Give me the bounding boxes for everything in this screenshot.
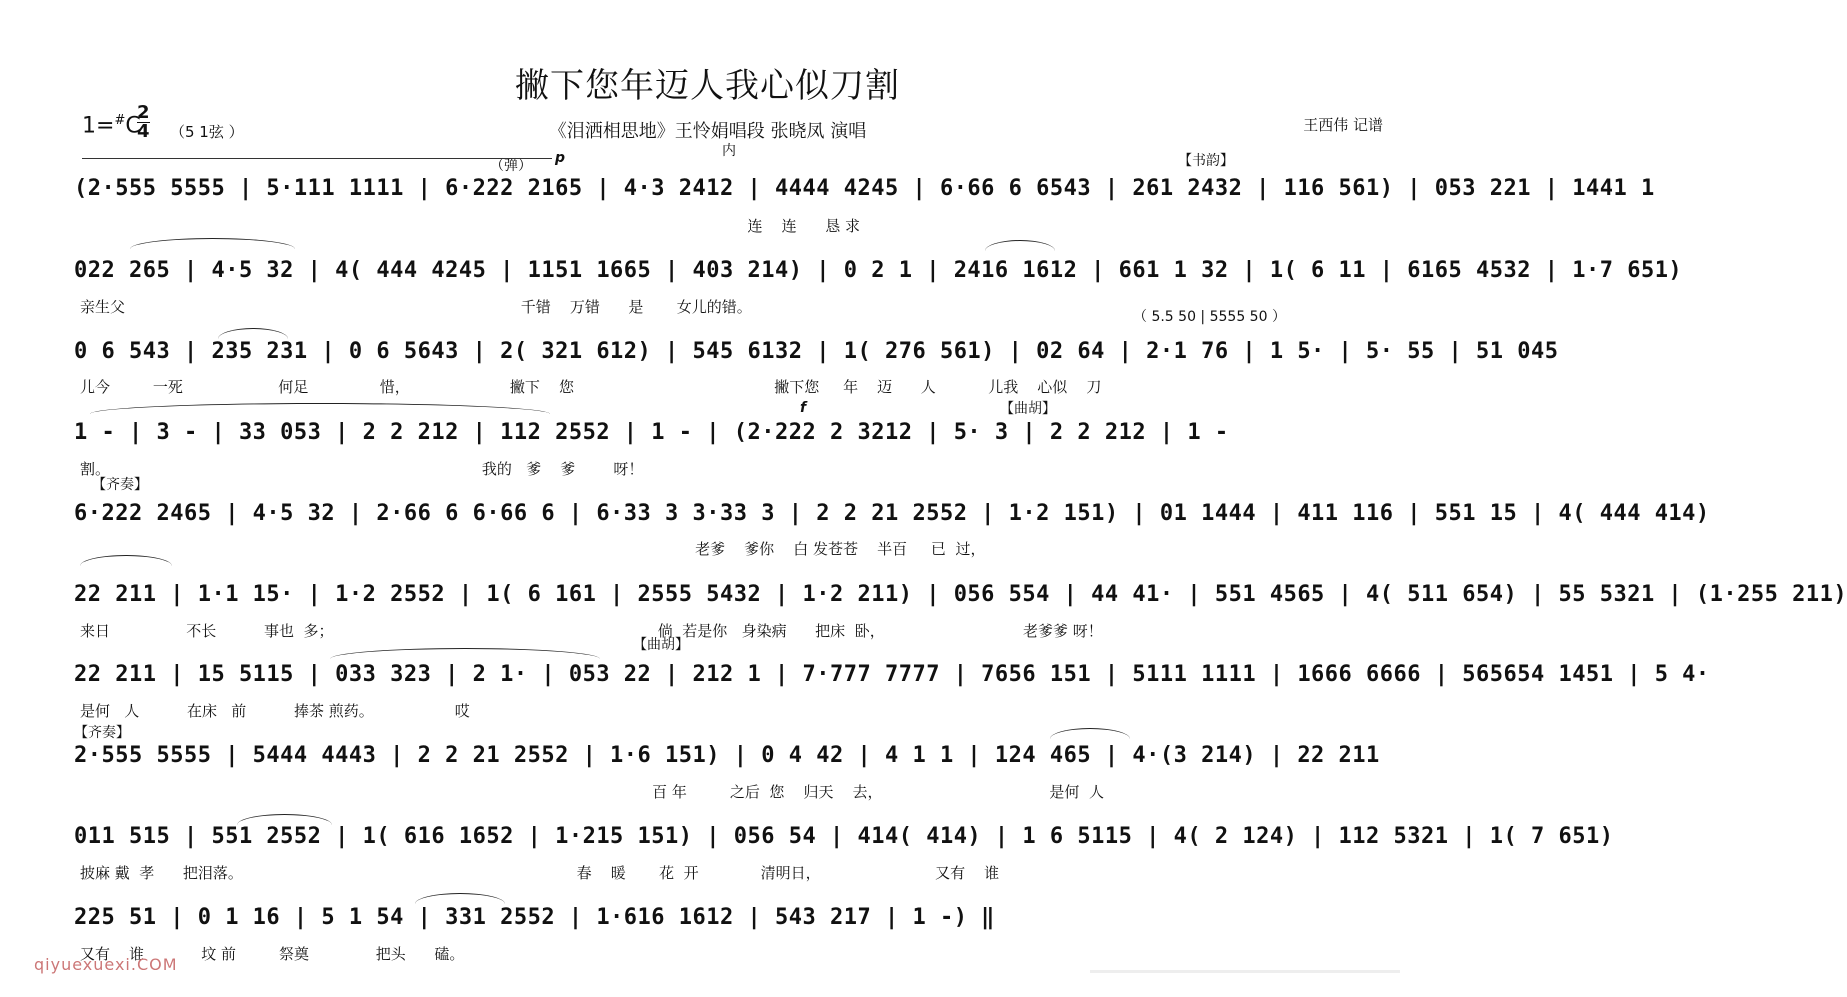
lyrics-line-3: 儿今 一死 何足 惜， 撇下 您 撇下您 年 迈 人 儿我 心似 刀 <box>80 378 1102 396</box>
notes-line-8: 2·555 5555 | 5444 4443 | 2 2 21 2552 | 1·6 151) | 0 4 42 | 4 1 1 | 124 465 | 4·(3 214) | 22 211 <box>74 743 1380 768</box>
key-signature <box>82 113 141 138</box>
notes-line-6: 22 211 | 1·1 15· | 1·2 2552 | 1( 6 161 | 2555 5432 | 1·2 211) | 056 554 | 44 41· | 551 4565 | 4( 511 654) | 55 5321 | (1·255 211) <box>74 582 1847 607</box>
notes-line-4: 1 - | 3 - | 33 053 | 2 2 212 | 112 2552 | 1 - | (2·222 2 3212 | 5· 3 | 2 2 212 | 1 - <box>74 420 1229 445</box>
notes-line-5: 6·222 2465 | 4·5 32 | 2·66 6 6·66 6 | 6·33 3 3·33 3 | 2 2 21 2552 | 1·2 151) | 01 1444 | 411 116 | 551 15 | 4( 444 414) <box>74 501 1710 526</box>
notes-line-1: (2·555 5555 | 5·111 1111 | 6·222 2165 | 4·3 2412 | 4444 4245 | 6·66 6 6543 | 261 2432 | 116 561) | 053 221 | 1441 1 <box>74 176 1655 201</box>
notes-line-9: 011 515 | 551 2552 | 1( 616 1652 | 1·215 151) | 056 54 | 414( 414) | 1 6 5115 | 4( 2 124) | 112 5321 | 1( 7 651) <box>74 824 1614 849</box>
lyrics-line-10: 又有 谁 坟 前 祭奠 把头 磕。 <box>80 945 465 963</box>
time-signature <box>137 104 150 141</box>
lyrics-line-5: 老爹 爹你 白 发苍苍 半百 已 过， <box>80 540 986 558</box>
slur-arc <box>415 893 505 904</box>
slur-arc <box>218 328 288 339</box>
bottom-rule <box>1090 970 1400 973</box>
annotation-qupo1: 【曲胡】 <box>1000 401 1056 417</box>
string-tuning: （5 1弦 ） <box>170 123 244 141</box>
lyrics-line-6: 来日 不长 事也 多； 倘 若是你 身染病 把床 卧， 老爹爹 呀！ <box>80 622 1103 640</box>
lyrics-line-2: 亲生父 千错 万错 是 女儿的错。 <box>80 298 752 316</box>
page-subtitle: 《泪洒相思地》王怜娟唱段 张晓凤 演唱 <box>548 121 867 142</box>
slur-arc <box>330 648 600 659</box>
annotation-shuyun: 【书韵】 <box>1178 153 1234 169</box>
annotation-f1: f <box>800 400 807 416</box>
annotation-qupo2: 【曲胡】 <box>633 637 689 653</box>
notes-line-3: 0 6 543 | 235 231 | 0 6 5643 | 2( 321 612) | 545 6132 | 1( 276 561) | 02 64 | 2·1 76 | 1 5· | 5· 55 | 51 045 <box>74 339 1559 364</box>
slur-arc <box>1050 728 1130 739</box>
annotation-tan: （弹） <box>490 158 532 174</box>
notes-line-7: 22 211 | 15 5115 | 033 323 | 2 1· | 053 22 | 212 1 | 7·777 7777 | 7656 151 | 5111 1111 | 1666 6666 | 565654 1451 | 5 4· <box>74 662 1710 687</box>
annotation-qizou2: 【齐奏】 <box>74 725 130 741</box>
page-title: 撇下您年迈人我心似刀割 <box>515 66 900 106</box>
slur-arc <box>985 240 1055 251</box>
slur-arc <box>237 814 332 825</box>
annotation-inset: （ 5.5 50 | 5555 50 ） <box>1133 309 1286 325</box>
lyrics-line-1: 连 连 恳 求 <box>80 217 860 235</box>
lyrics-line-4: 割。 我的 爹 爹 呀！ <box>80 460 644 478</box>
tie-line <box>82 158 552 159</box>
key-sharp: # <box>114 113 126 128</box>
key-note: C <box>125 113 141 139</box>
slur-arc <box>130 238 295 249</box>
transcriber-credit: 王西伟 记谱 <box>1303 116 1383 134</box>
lyrics-line-9: 披麻 戴 孝 把泪落。 春 暖 花 开 清明日， 又有 谁 <box>80 864 1000 882</box>
annotation-qizou1: 【齐奏】 <box>92 477 148 493</box>
notes-line-10: 225 51 | 0 1 16 | 5 1 54 | 331 2552 | 1·616 1612 | 543 217 | 1 -) ‖ <box>74 905 995 930</box>
site-watermark: qiyuexuexi.COM <box>34 955 178 974</box>
meter-bottom: 4 <box>137 121 150 142</box>
meter-top: 2 <box>137 102 150 123</box>
slur-arc <box>90 403 550 414</box>
annotation-p1: p <box>555 150 566 166</box>
lyrics-line-8: 百 年 之后 您 归天 去， 是何 人 <box>80 783 1104 801</box>
key-prefix: 1= <box>82 113 115 139</box>
notes-line-2: 022 265 | 4·5 32 | 4( 444 4245 | 1151 1665 | 403 214) | 0 2 1 | 2416 1612 | 661 1 32 | 1( 6 11 | 6165 4532 | 1·7 651) <box>74 258 1683 283</box>
annotation-nei: 内 <box>722 143 736 159</box>
lyrics-line-7: 是何 人 在床 前 捧茶 煎药。 哎 <box>80 702 470 720</box>
